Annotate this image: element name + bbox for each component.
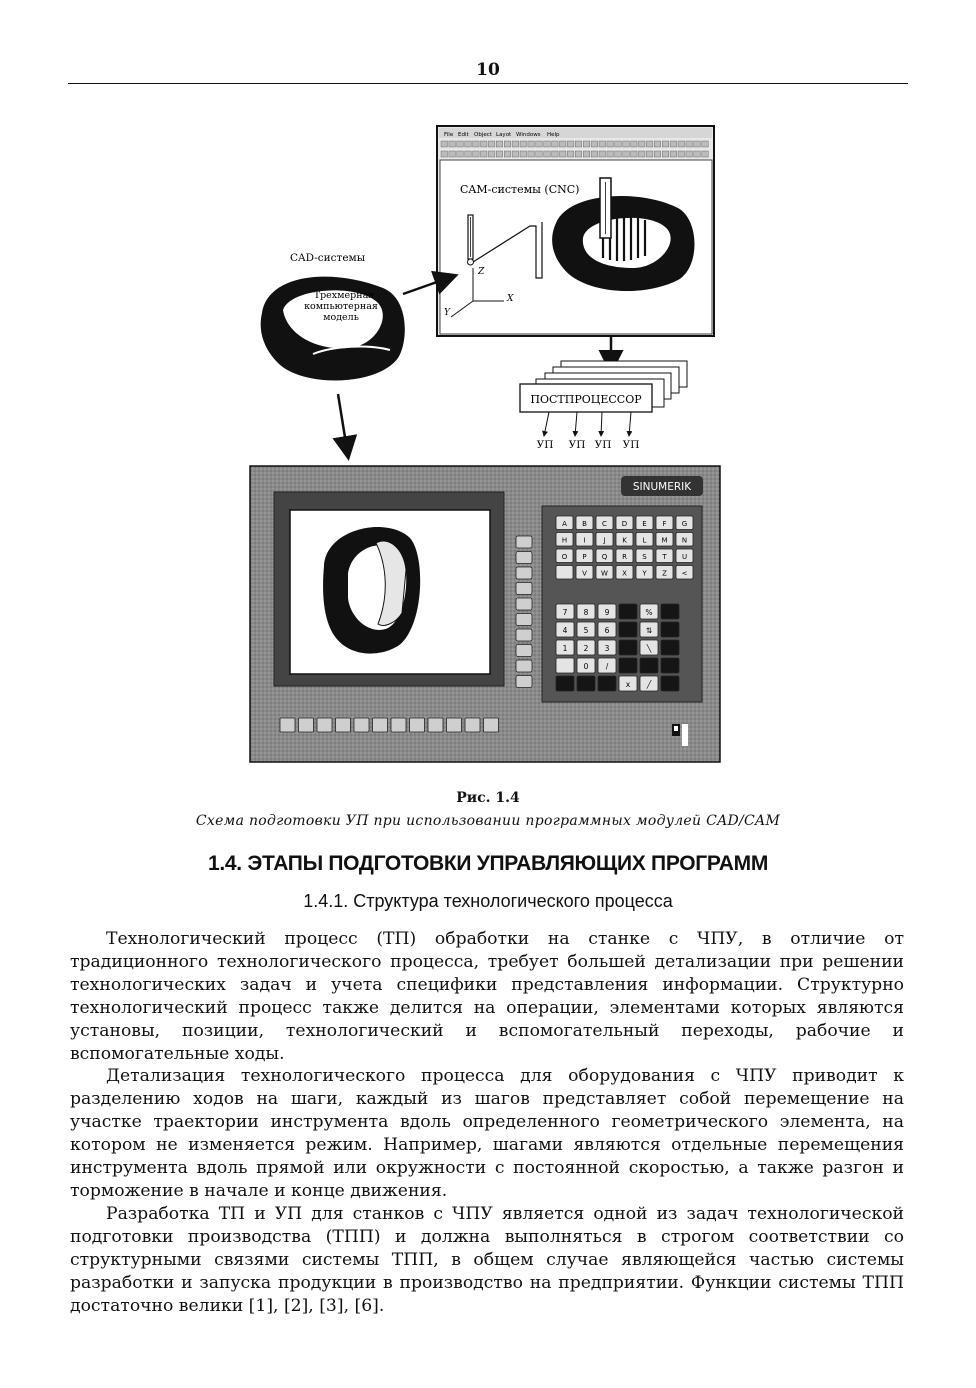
toolbar-button[interactable]: [654, 151, 661, 157]
svg-text:6: 6: [604, 626, 610, 635]
keypad-key[interactable]: [619, 658, 637, 673]
svg-text:2: 2: [583, 644, 589, 653]
svg-text:R: R: [622, 553, 627, 561]
keypad-key[interactable]: [661, 676, 679, 691]
softkey[interactable]: [516, 583, 532, 595]
toolbar-button[interactable]: [623, 151, 630, 157]
toolbar-button[interactable]: [528, 151, 535, 157]
menu-item[interactable]: File: [444, 132, 454, 138]
svg-text:╱: ╱: [646, 680, 652, 689]
toolbar-button[interactable]: [670, 151, 677, 157]
toolbar-button[interactable]: [552, 141, 559, 147]
softkey[interactable]: [336, 718, 351, 732]
toolbar-button[interactable]: [496, 141, 503, 147]
svg-text:F: F: [662, 520, 667, 528]
toolbar-button[interactable]: [623, 141, 630, 147]
body-text: [70, 928, 904, 1317]
keypad-key[interactable]: [640, 658, 658, 673]
svg-text:8: 8: [583, 608, 589, 617]
toolbar-button[interactable]: [465, 151, 472, 157]
svg-text:%: %: [645, 608, 653, 617]
toolbar-button[interactable]: [560, 151, 567, 157]
softkey[interactable]: [516, 614, 532, 626]
toolbar-button[interactable]: [488, 151, 495, 157]
menu-item[interactable]: Windows: [516, 132, 541, 138]
toolbar-button[interactable]: [473, 151, 480, 157]
svg-text:1: 1: [562, 644, 568, 653]
softkey[interactable]: [391, 718, 406, 732]
cam-label: CAM-системы (CNC): [460, 183, 580, 196]
toolbar-button[interactable]: [678, 141, 685, 147]
toolbar-button[interactable]: [496, 151, 503, 157]
toolbar-button[interactable]: [441, 141, 448, 147]
toolbar-button[interactable]: [702, 151, 709, 157]
svg-text:B: B: [582, 520, 587, 528]
menu-item[interactable]: Layot: [496, 132, 512, 138]
arrow-cad-to-nc: [338, 394, 348, 456]
output-label: УП: [594, 439, 612, 451]
tool-icon: [468, 215, 474, 265]
toolbar-button[interactable]: [449, 141, 456, 147]
toolbar-button[interactable]: [646, 141, 653, 147]
screen-part-icon: [323, 527, 420, 654]
toolbar-button[interactable]: [694, 151, 701, 157]
keypad-key[interactable]: [619, 622, 637, 637]
softkey[interactable]: [516, 567, 532, 579]
keypad-key[interactable]: [661, 622, 679, 637]
svg-text:G: G: [681, 520, 688, 528]
page-number: 10: [476, 60, 500, 80]
toolbar-button[interactable]: [504, 141, 511, 147]
svg-text:x: x: [625, 680, 631, 689]
svg-text:C: C: [602, 520, 607, 528]
toolbar-button[interactable]: [686, 151, 693, 157]
toolbar-button[interactable]: [536, 151, 543, 157]
softkey[interactable]: [516, 660, 532, 672]
softkey[interactable]: [447, 718, 462, 732]
svg-text:Y: Y: [642, 569, 647, 578]
toolbar-button[interactable]: [567, 151, 574, 157]
toolbar-button[interactable]: [599, 151, 606, 157]
toolbar-button[interactable]: [481, 141, 488, 147]
softkey[interactable]: [317, 718, 332, 732]
toolbar-button[interactable]: [528, 141, 535, 147]
svg-text:Y: Y: [444, 308, 450, 318]
svg-text:компьютерная: компьютерная: [304, 301, 378, 312]
paragraph: Разработка ТП и УП для станков с ЧПУ является одной из задач технологической подготовки производства (ТПП) и должна выполняться в строгом соответствии со структурными связями системы ТПП, в общем случае являющейся частью системы разработки и запуска продукции в производство на предприятии. Функции системы ТПП достаточно велики [1], [2], [3], [6].: [70, 1203, 904, 1316]
softkey[interactable]: [373, 718, 388, 732]
svg-text:3: 3: [604, 644, 610, 653]
toolbar-button[interactable]: [441, 151, 448, 157]
toolbar-button[interactable]: [512, 151, 519, 157]
figure-caption-text: Схема подготовки УП при использовании программных модулей CAD/CAM: [195, 813, 781, 829]
toolbar-button[interactable]: [512, 141, 519, 147]
toolbar-button[interactable]: [639, 141, 646, 147]
svg-text:N: N: [681, 536, 688, 545]
keypad-key[interactable]: [661, 658, 679, 673]
svg-text:5: 5: [583, 626, 589, 635]
toolbar-button[interactable]: [536, 141, 543, 147]
nc-controller-panel: [250, 466, 720, 762]
paragraph: Детализация технологического процесса для оборудования с ЧПУ приводит к разделению ходов на шаги, каждый из шагов представляет собой перемещение на участке траектории инструмента вдоль определенного геометрического элемента, на котором не изменяется режим. Например, шагами являются отдельные перемещения инструмента вдоль прямой или окружности с постоянной скоростью, а также разгон и торможение в начале и конце движения.: [70, 1066, 904, 1201]
toolbar-button[interactable]: [631, 141, 638, 147]
svg-text:V: V: [582, 569, 587, 578]
menu-item[interactable]: Object: [474, 132, 492, 138]
svg-text:S: S: [642, 553, 647, 561]
svg-text:W: W: [601, 569, 608, 578]
keypad-key[interactable]: [619, 604, 637, 619]
toolbar-button[interactable]: [552, 151, 559, 157]
svg-text:Z: Z: [478, 267, 485, 277]
header-rule: [68, 83, 908, 84]
svg-text:P: P: [582, 553, 587, 561]
cad-model-icon: [261, 252, 405, 380]
toolbar-button[interactable]: [583, 141, 590, 147]
toolbar-button[interactable]: [615, 151, 622, 157]
softkey[interactable]: [428, 718, 443, 732]
svg-text:D: D: [621, 520, 628, 528]
toolbar-button[interactable]: [662, 141, 669, 147]
svg-text:K: K: [622, 536, 627, 545]
figure-cad-cam-diagram: [238, 118, 738, 774]
svg-text:╲: ╲: [646, 644, 652, 653]
keypad-key[interactable]: [556, 676, 574, 691]
svg-text:M: M: [661, 536, 668, 545]
toolbar-button[interactable]: [457, 141, 464, 147]
svg-text:4: 4: [562, 626, 568, 635]
toolbar-button[interactable]: [457, 151, 464, 157]
toolbar-button[interactable]: [591, 141, 598, 147]
toolbar-button[interactable]: [591, 151, 598, 157]
toolbar-button[interactable]: [631, 151, 638, 157]
toolbar-button[interactable]: [544, 151, 551, 157]
softkey[interactable]: [354, 718, 369, 732]
softkey[interactable]: [516, 598, 532, 610]
svg-text:L: L: [642, 536, 647, 545]
toolbar-button[interactable]: [575, 151, 582, 157]
toolbar-button[interactable]: [686, 141, 693, 147]
svg-text:X: X: [622, 569, 627, 578]
svg-text:J: J: [603, 536, 606, 545]
svg-text:X: X: [507, 294, 514, 304]
keypad-key[interactable]: [661, 640, 679, 655]
toolbar-button[interactable]: [504, 151, 511, 157]
softkey[interactable]: [516, 676, 532, 688]
toolbar-button[interactable]: [646, 151, 653, 157]
toolbar-button[interactable]: [567, 141, 574, 147]
svg-text:модель: модель: [323, 312, 359, 323]
cam-window: [437, 126, 714, 336]
svg-text:/: /: [605, 662, 609, 671]
softkey[interactable]: [484, 718, 499, 732]
toolbar-button[interactable]: [654, 141, 661, 147]
output-label: УП: [568, 439, 586, 451]
menu-item[interactable]: Help: [547, 132, 560, 138]
svg-text:⇅: ⇅: [645, 626, 653, 635]
softkey[interactable]: [516, 629, 532, 641]
toolbar-button[interactable]: [449, 151, 456, 157]
toolbar-button[interactable]: [678, 151, 685, 157]
svg-text:A: A: [562, 520, 567, 528]
svg-text:Q: Q: [601, 553, 608, 561]
svg-text:T: T: [662, 553, 667, 561]
svg-text:9: 9: [604, 608, 610, 617]
toolbar-button[interactable]: [599, 141, 606, 147]
softkey[interactable]: [465, 718, 480, 732]
svg-text:I: I: [583, 536, 586, 545]
softkey[interactable]: [280, 718, 295, 732]
paragraph: Технологический процесс (ТП) обработки на станке с ЧПУ, в отличие от традиционного технологического процесса, требует большей детализации при решении технологических задач и учета специфики представления информации. Структурно технологический процесс также делится на операции, элементами которых являются установы, позиции, технологический и вспомогательный переходы, рабочие и вспомогательные ходы.: [70, 929, 904, 1064]
toolbar-button[interactable]: [520, 141, 527, 147]
brand-label: SINUMERIK: [632, 481, 692, 493]
softkey[interactable]: [516, 536, 532, 548]
keypad-key[interactable]: [598, 676, 616, 691]
softkey[interactable]: [516, 645, 532, 657]
toolbar-button[interactable]: [575, 141, 582, 147]
softkey[interactable]: [410, 718, 425, 732]
svg-text:Трехмерная: Трехмерная: [313, 290, 375, 301]
toolbar-button[interactable]: [639, 151, 646, 157]
keypad-key[interactable]: [661, 604, 679, 619]
toolbar-button[interactable]: [560, 141, 567, 147]
toolbar-button[interactable]: [702, 141, 709, 147]
toolbar-button[interactable]: [662, 151, 669, 157]
toolbar-button[interactable]: [473, 141, 480, 147]
toolbar-button[interactable]: [465, 141, 472, 147]
cad-label: CAD-системы: [290, 252, 366, 264]
toolbar-button[interactable]: [670, 141, 677, 147]
toolbar-button[interactable]: [694, 141, 701, 147]
svg-text:7: 7: [562, 608, 568, 617]
keypad-key[interactable]: [619, 640, 637, 655]
svg-text:0: 0: [583, 662, 589, 671]
svg-text:<: <: [681, 569, 688, 578]
svg-text:O: O: [561, 553, 568, 561]
menu-item[interactable]: Edit: [458, 132, 469, 138]
postprocessor-label: ПОСТПРОЦЕССОР: [530, 393, 642, 406]
subsection-heading: 1.4.1. Структура технологического процесса: [303, 891, 673, 911]
toolbar-button[interactable]: [607, 151, 614, 157]
postprocessor-block: [520, 361, 687, 451]
toolbar-button[interactable]: [488, 141, 495, 147]
svg-text:U: U: [681, 553, 688, 561]
toolbar-button[interactable]: [583, 151, 590, 157]
toolbar-button[interactable]: [481, 151, 488, 157]
toolbar-button[interactable]: [544, 141, 551, 147]
svg-text:Z: Z: [662, 569, 667, 578]
section-heading: 1.4. ЭТАПЫ ПОДГОТОВКИ УПРАВЛЯЮЩИХ ПРОГРАММ: [207, 852, 769, 875]
figure-caption-title: Рис. 1.4: [456, 790, 520, 806]
toolbar-button[interactable]: [520, 151, 527, 157]
softkey[interactable]: [299, 718, 314, 732]
toolbar-button[interactable]: [607, 141, 614, 147]
toolbar-button[interactable]: [615, 141, 622, 147]
keypad-key[interactable]: [556, 566, 573, 580]
svg-text:E: E: [642, 520, 647, 528]
keypad-key[interactable]: [556, 658, 574, 673]
output-label: УП: [622, 439, 640, 451]
keypad-key[interactable]: [577, 676, 595, 691]
softkey[interactable]: [516, 552, 532, 564]
output-label: УП: [536, 439, 554, 451]
svg-text:H: H: [561, 536, 568, 545]
